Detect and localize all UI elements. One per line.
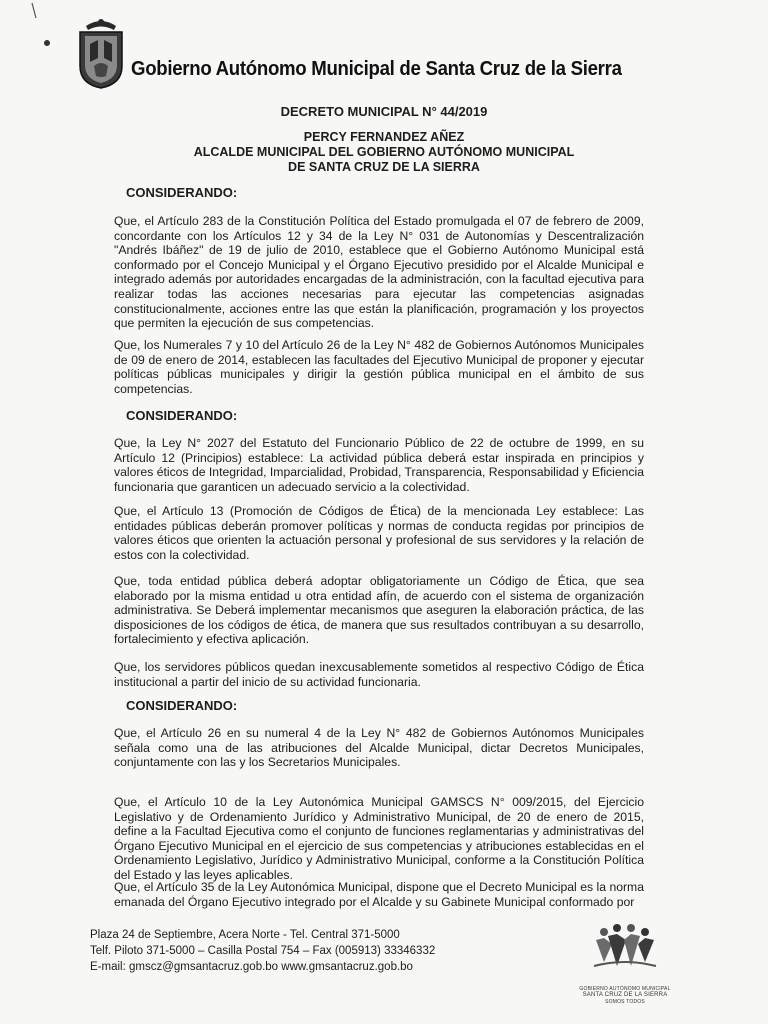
logo-caption-2: SANTA CRUZ DE LA SIERRA [582,992,668,998]
footer-address: Plaza 24 de Septiembre, Acera Norte - Tel. Central 371-5000 [90,929,400,941]
paragraph-6: Que, los servidores públicos quedan inexcusablemente sometidos al respectivo Código de Ética institucional a partir del inicio de su actividad funcionaria. [114,660,644,689]
considerando-heading-2: CONSIDERANDO: [126,408,238,423]
paragraph-8: Que, el Artículo 10 de la Ley Autonómica Municipal GAMSCS N° 009/2015, del Ejercicio Legislativo y de Ordenamiento Jurídico y Administrativo Municipal, de 20 de enero de 2015, define a la Facultad Ejecutiva como el conjunto de funciones reglamentarias y administrativas del Órgano Ejecutivo Municipal en el ejercicio de sus competencias y atribuciones establecidas en el Ordenamiento Legislativo, Jurídico y Administrativo Municipal, conforme a la Constitución Política del Estado y las leyes aplicables. [114,795,644,882]
footer-contact [90,927,435,975]
paragraph-4: Que, el Artículo 13 (Promoción de Códigos de Ética) de la mencionada Ley establece: Las entidades públicas deberán promover políticas y normas de conducta regidas por principios de valores éticos que orienten la actuación personal y profesional de sus servidores y la relación de estos con la colectividad. [114,504,644,562]
mayor-block [0,130,768,175]
paragraph-2: Que, los Numerales 7 y 10 del Artículo 26 de la Ley N° 482 de Gobiernos Autónomos Municipales de 09 de enero de 2014, establecen las facultades del Ejecutivo Municipal de proponer y ejecutar políticas públicas municipales y dirigir la gestión pública municipal en el ámbito de sus competencias. [114,338,644,396]
footer-phones: Telf. Piloto 371-5000 – Casilla Postal 754 – Fax (005913) 33346332 [90,945,436,957]
considerando-heading-3: CONSIDERANDO: [126,698,238,713]
somos-todos-logo-icon [590,922,660,986]
scan-artifact-mark [30,2,38,20]
logo-caption-3: SOMOS TODOS [605,999,645,1005]
considerando-heading-1: CONSIDERANDO: [126,185,238,200]
scan-artifact-dot [44,40,50,46]
mayor-title-line-2: DE SANTA CRUZ DE LA SIERRA [288,160,480,174]
paragraph-5: Que, toda entidad pública deberá adoptar obligatoriamente un Código de Ética, que sea elaborado por la misma entidad u otra entidad afín, de acuerdo con el sistema de organización administrativa. Se Deberá implementar mecanismos que aseguren la elaboración práctica, de las disposiciones de los códigos de ética, de manera que sus resultados contribuyan a su desarrollo, fortalecimiento y efectiva aplicación. [114,574,644,647]
paragraph-7: Que, el Artículo 26 en su numeral 4 de la Ley N° 482 de Gobiernos Autónomos Municipales señala como una de las atribuciones del Alcalde Municipal, dictar Decretos Municipales, conjuntamente con las y los Secretarios Municipales. [114,726,644,770]
paragraph-9: Que, el Artículo 35 de la Ley Autonómica Municipal, dispone que el Decreto Municipal es la norma emanada del Órgano Ejecutivo integrado por el Alcalde y su Gabinete Municipal conformado por [114,880,644,909]
government-name: Gobierno Autónomo Municipal de Santa Cruz de la Sierra [131,58,622,80]
decree-number: DECRETO MUNICIPAL N° 44/2019 [280,104,488,119]
coat-of-arms-icon [76,14,126,90]
mayor-name: PERCY FERNANDEZ AÑEZ [303,130,465,144]
logo-caption-1: GOBIERNO AUTÓNOMO MUNICIPAL [579,986,671,992]
footer-email-web: E-mail: gmscz@gmsantacruz.gob.bo www.gmsantacruz.gob.bo [90,961,413,973]
paragraph-1: Que, el Artículo 283 de la Constitución Política del Estado promulgada el 07 de febrero de 2009, concordante con los Artículos 12 y 34 de la Ley N° 031 de Autonomías y Descentralización "Andrés Ibáñez" de 19 de julio de 2010, establece que el Gobierno Autónomo Municipal está conformado por el Concejo Municipal y el Órgano Ejecutivo presidido por el Alcalde Municipal e integrado además por autoridades encargadas de la administración, con la facultad ejecutiva para realizar todas las acciones necesarias para ejecutar las competencias asignadas constitucionalmente, acciones entre las que están la planificación, programación y los proyectos que permiten la ejecución de sus competencias. [114,214,644,331]
paragraph-3: Que, la Ley N° 2027 del Estatuto del Funcionario Público de 22 de octubre de 1999, en su Artículo 12 (Principios) establece: La actividad pública deberá estar inspirada en principios y valores éticos de Integridad, Imparcialidad, Probidad, Transparencia, Responsabilidad y Eficiencia funcionaria que garanticen un adecuado servicio a la colectividad. [114,436,644,494]
mayor-title-line-1: ALCALDE MUNICIPAL DEL GOBIERNO AUTÓNOMO MUNICIPAL [193,145,575,159]
